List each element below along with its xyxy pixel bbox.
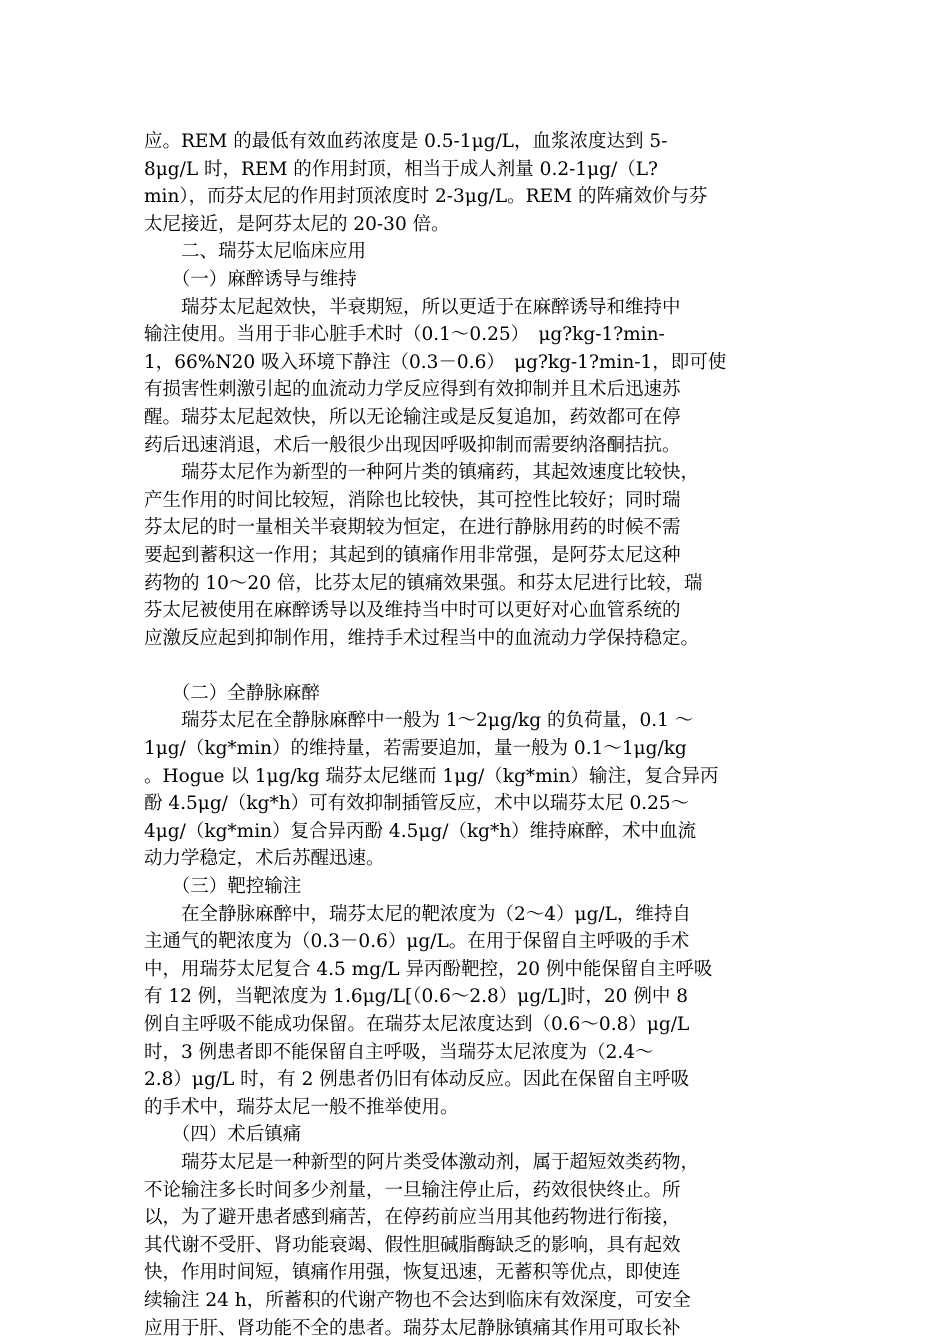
text-line: 输注使用。当用于非心脏手术时（0.1～0.25） μg?kg-1?min- — [144, 324, 665, 346]
text-line: 在全静脉麻醉中，瑞芬太尼的靶浓度为（2～4）μg/L，维持自 — [144, 903, 691, 925]
text-line: 时，3 例患者即不能保留自主呼吸，当瑞芬太尼浓度为（2.4～ — [144, 1041, 654, 1063]
text-line: 应用于肝、肾功能不全的患者。瑞芬太尼静脉镇痛其作用可取长补 — [144, 1317, 681, 1339]
text-line: 瑞芬太尼在全静脉麻醉中一般为 1～2μg/kg 的负荷量，0.1 ～ — [144, 710, 694, 732]
text-line: 中，用瑞芬太尼复合 4.5 mg/L 异丙酚靶控，20 例中能保留自主呼吸 — [144, 958, 713, 980]
text-line: 要起到蓄积这一作用；其起到的镇痛作用非常强，是阿芬太尼这种 — [144, 544, 681, 566]
text-line: 的手术中，瑞芬太尼一般不推举使用。 — [144, 1096, 459, 1118]
text-line: 2.8）μg/L 时，有 2 例患者仍旧有体动反应。因此在保留自主呼吸 — [144, 1069, 690, 1091]
text-line: （三）靶控输注 — [144, 876, 302, 898]
text-line: 以，为了避开患者感到痛苦，在停药前应当用其他药物进行衔接， — [144, 1207, 681, 1229]
body-text — [144, 128, 810, 1342]
text-line: （一）麻醉诱导与维持 — [144, 268, 357, 290]
text-line: 例自主呼吸不能成功保留。在瑞芬太尼浓度达到（0.6～0.8）μg/L — [144, 1014, 690, 1035]
text-line: 4μg/（kg*min）复合异丙酚 4.5μg/（kg*h）维持麻醉，术中血流 — [144, 820, 697, 842]
text-line: 1，66%N20 吸入环境下静注（0.3－0.6） μg?kg-1?min-1，即可使 — [144, 351, 727, 373]
text-line: 太尼接近，是阿芬太尼的 20-30 倍。 — [144, 213, 450, 235]
text-line: 药物的 10～20 倍，比芬太尼的镇痛效果强。和芬太尼进行比较，瑞 — [144, 572, 703, 594]
text-line: 醒。瑞芬太尼起效快，所以无论输注或是反复追加，药效都可在停 — [144, 406, 681, 428]
text-line: 芬太尼的时一量相关半衰期较为恒定，在进行静脉用药的时候不需 — [144, 517, 681, 539]
text-line: 主通气的靶浓度为（0.3－0.6）μg/L。在用于保留自主呼吸的手术 — [144, 931, 690, 953]
text-line: 芬太尼被使用在麻醉诱导以及维持当中时可以更好对心血管系统的 — [144, 600, 681, 622]
text-line: 瑞芬太尼是一种新型的阿片类受体激动剂，属于超短效类药物， — [144, 1151, 700, 1173]
text-line: 酚 4.5μg/（kg*h）可有效抑制插管反应，术中以瑞芬太尼 0.25～ — [144, 793, 690, 815]
text-line: 瑞芬太尼起效快，半衰期短，所以更适于在麻醉诱导和维持中 — [144, 296, 681, 318]
text-line: 瑞芬太尼作为新型的一种阿片类的镇痛药，其起效速度比较快， — [144, 462, 700, 484]
text-line: 1μg/（kg*min）的维持量，若需要追加，量一般为 0.1～1μg/kg — [144, 738, 687, 760]
text-line: （二）全静脉麻醉 — [144, 682, 320, 704]
blank-line — [144, 652, 810, 680]
text-line: 快，作用时间短，镇痛作用强，恢复迅速，无蓄积等优点，即使连 — [144, 1262, 681, 1284]
text-line: 不论输注多长时间多少剂量，一旦输注停止后，药效很快终止。所 — [144, 1179, 681, 1201]
text-line: 药后迅速消退，术后一般很少出现因呼吸抑制而需要纳洛酮拮抗。 — [144, 434, 681, 456]
text-line: 。Hogue 以 1μg/kg 瑞芬太尼继而 1μg/（kg*min）输注，复合异丙 — [144, 765, 719, 787]
text-line: 续输注 24 h，所蓄积的代谢产物也不会达到临床有效深度，可安全 — [144, 1289, 691, 1311]
text-line: 应。REM 的最低有效血药浓度是 0.5-1μg/L，血浆浓度达到 5- — [144, 131, 668, 152]
text-line: 动力学稳定，术后苏醒迅速。 — [144, 848, 385, 870]
text-line: 其代谢不受肝、肾功能衰竭、假性胆碱脂酶缺乏的影响，具有起效 — [144, 1234, 681, 1256]
text-line: min），而芬太尼的作用封顶浓度时 2-3μg/L。REM 的阵痛效价与芬 — [144, 186, 708, 208]
text-line: 二、瑞芬太尼临床应用 — [144, 241, 367, 263]
text-line: 8μg/L 时，REM 的作用封顶，相当于成人剂量 0.2-1μg/（L? — [144, 158, 658, 180]
text-line: 产生作用的时间比较短，消除也比较快，其可控性比较好；同时瑞 — [144, 489, 681, 511]
text-line: 有 12 例，当靶浓度为 1.6μg/L[（0.6～2.8）μg/L]时，20 例中 8 — [144, 986, 688, 1008]
text-line: （四）术后镇痛 — [144, 1124, 302, 1146]
text-line: 应激反应起到抑制作用，维持手术过程当中的血流动力学保持稳定。 — [144, 627, 700, 649]
text-line: 有损害性刺激引起的血流动力学反应得到有效抑制并且术后迅速苏 — [144, 379, 681, 401]
